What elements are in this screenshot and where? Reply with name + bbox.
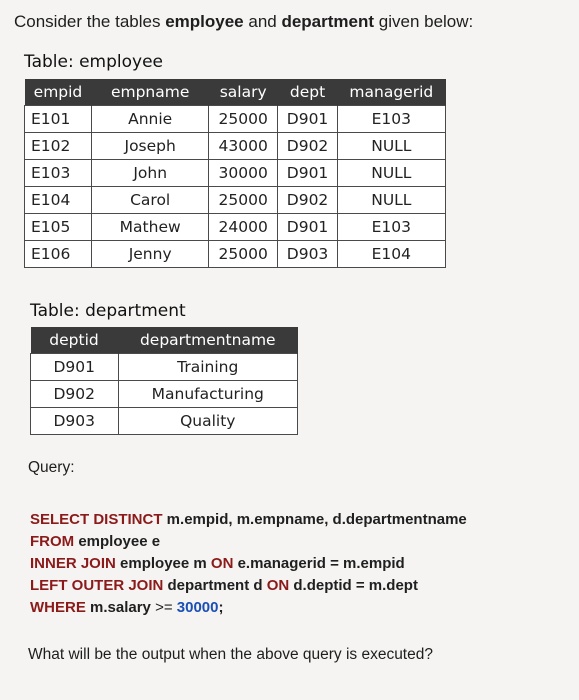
table-cell: NULL (337, 133, 445, 160)
question-text (14, 12, 473, 32)
table-cell: D903 (31, 408, 119, 435)
table-cell: 43000 (208, 133, 277, 160)
table-cell: 25000 (208, 241, 277, 268)
sql-keyword: INNER JOIN (30, 555, 116, 572)
sql-text: e.managerid = m.empid (233, 555, 405, 572)
sql-text: m.empid, m.empname, d.departmentname (162, 511, 467, 528)
table-cell: 25000 (208, 106, 277, 133)
employee-header-managerid: managerid (337, 79, 445, 106)
question-table2: department (281, 12, 375, 31)
table-cell: D901 (278, 106, 337, 133)
final-question: What will be the output when the above query is executed? (28, 646, 433, 663)
table-cell: John (92, 160, 208, 187)
table-cell: D902 (31, 381, 119, 408)
question-table1: employee (165, 12, 244, 31)
table-cell: D901 (278, 160, 337, 187)
table-cell: 30000 (208, 160, 277, 187)
table-cell: 24000 (208, 214, 277, 241)
question-prefix: Consider the tables (14, 12, 166, 31)
sql-text: employee m (115, 555, 211, 572)
table-cell: E101 (25, 106, 92, 133)
table-cell: D901 (278, 214, 337, 241)
question-mid: and (243, 12, 282, 31)
sql-text: m.salary (85, 599, 156, 616)
employee-header-salary: salary (208, 79, 277, 106)
table-row (25, 160, 446, 187)
table-cell: 25000 (208, 187, 277, 214)
table-cell: E102 (25, 133, 92, 160)
sql-keyword: LEFT OUTER JOIN (30, 577, 164, 594)
table-row (31, 408, 298, 435)
table-cell: E104 (25, 187, 92, 214)
table-cell: E106 (25, 241, 92, 268)
department-table (30, 327, 298, 435)
table-cell: E105 (25, 214, 92, 241)
table-cell: Mathew (92, 214, 208, 241)
sql-text: department d (163, 577, 267, 594)
table-cell: NULL (337, 160, 445, 187)
sql-keyword: SELECT DISTINCT (30, 511, 163, 528)
sql-query (30, 509, 467, 619)
employee-header-dept: dept (278, 79, 337, 106)
table-row (25, 214, 446, 241)
department-header-deptid: deptid (31, 327, 119, 354)
department-header-row (31, 327, 298, 354)
sql-operator: >= (155, 599, 173, 616)
sql-keyword: WHERE (30, 599, 86, 616)
table-cell: E103 (337, 106, 445, 133)
table-cell: Carol (92, 187, 208, 214)
sql-keyword: ON (266, 577, 290, 594)
table-cell: E103 (25, 160, 92, 187)
table-cell: D902 (278, 187, 337, 214)
sql-line-where (30, 597, 467, 619)
table-row (25, 241, 446, 268)
question-suffix: given below: (374, 12, 474, 31)
table-cell: Training (118, 354, 297, 381)
department-table-title: Table: department (30, 301, 186, 321)
sql-number: 30000 (172, 599, 219, 616)
table-cell: D901 (31, 354, 119, 381)
query-label: Query: (28, 459, 75, 476)
table-cell: Joseph (92, 133, 208, 160)
sql-line-inner-join (30, 553, 467, 575)
table-cell: Annie (92, 106, 208, 133)
table-row (25, 133, 446, 160)
sql-line-from (30, 531, 467, 553)
table-cell: D903 (278, 241, 337, 268)
sql-text: ; (218, 599, 224, 616)
employee-header-row (25, 79, 446, 106)
table-cell: E103 (337, 214, 445, 241)
sql-keyword: FROM (30, 533, 75, 550)
table-cell: Manufacturing (118, 381, 297, 408)
department-header-departmentname: departmentname (118, 327, 297, 354)
sql-text: d.deptid = m.dept (289, 577, 418, 594)
table-cell: Quality (118, 408, 297, 435)
sql-text: employee e (74, 533, 161, 550)
table-cell: D902 (278, 133, 337, 160)
employee-header-empname: empname (92, 79, 208, 106)
table-cell: NULL (337, 187, 445, 214)
sql-line-select (30, 509, 467, 531)
table-cell: Jenny (92, 241, 208, 268)
table-row (31, 381, 298, 408)
table-row (25, 187, 446, 214)
employee-header-empid: empid (25, 79, 92, 106)
table-row (25, 106, 446, 133)
table-cell: E104 (337, 241, 445, 268)
employee-table-title: Table: employee (24, 52, 164, 72)
table-row (31, 354, 298, 381)
sql-keyword: ON (210, 555, 234, 572)
employee-table (24, 79, 446, 268)
sql-line-left-join (30, 575, 467, 597)
